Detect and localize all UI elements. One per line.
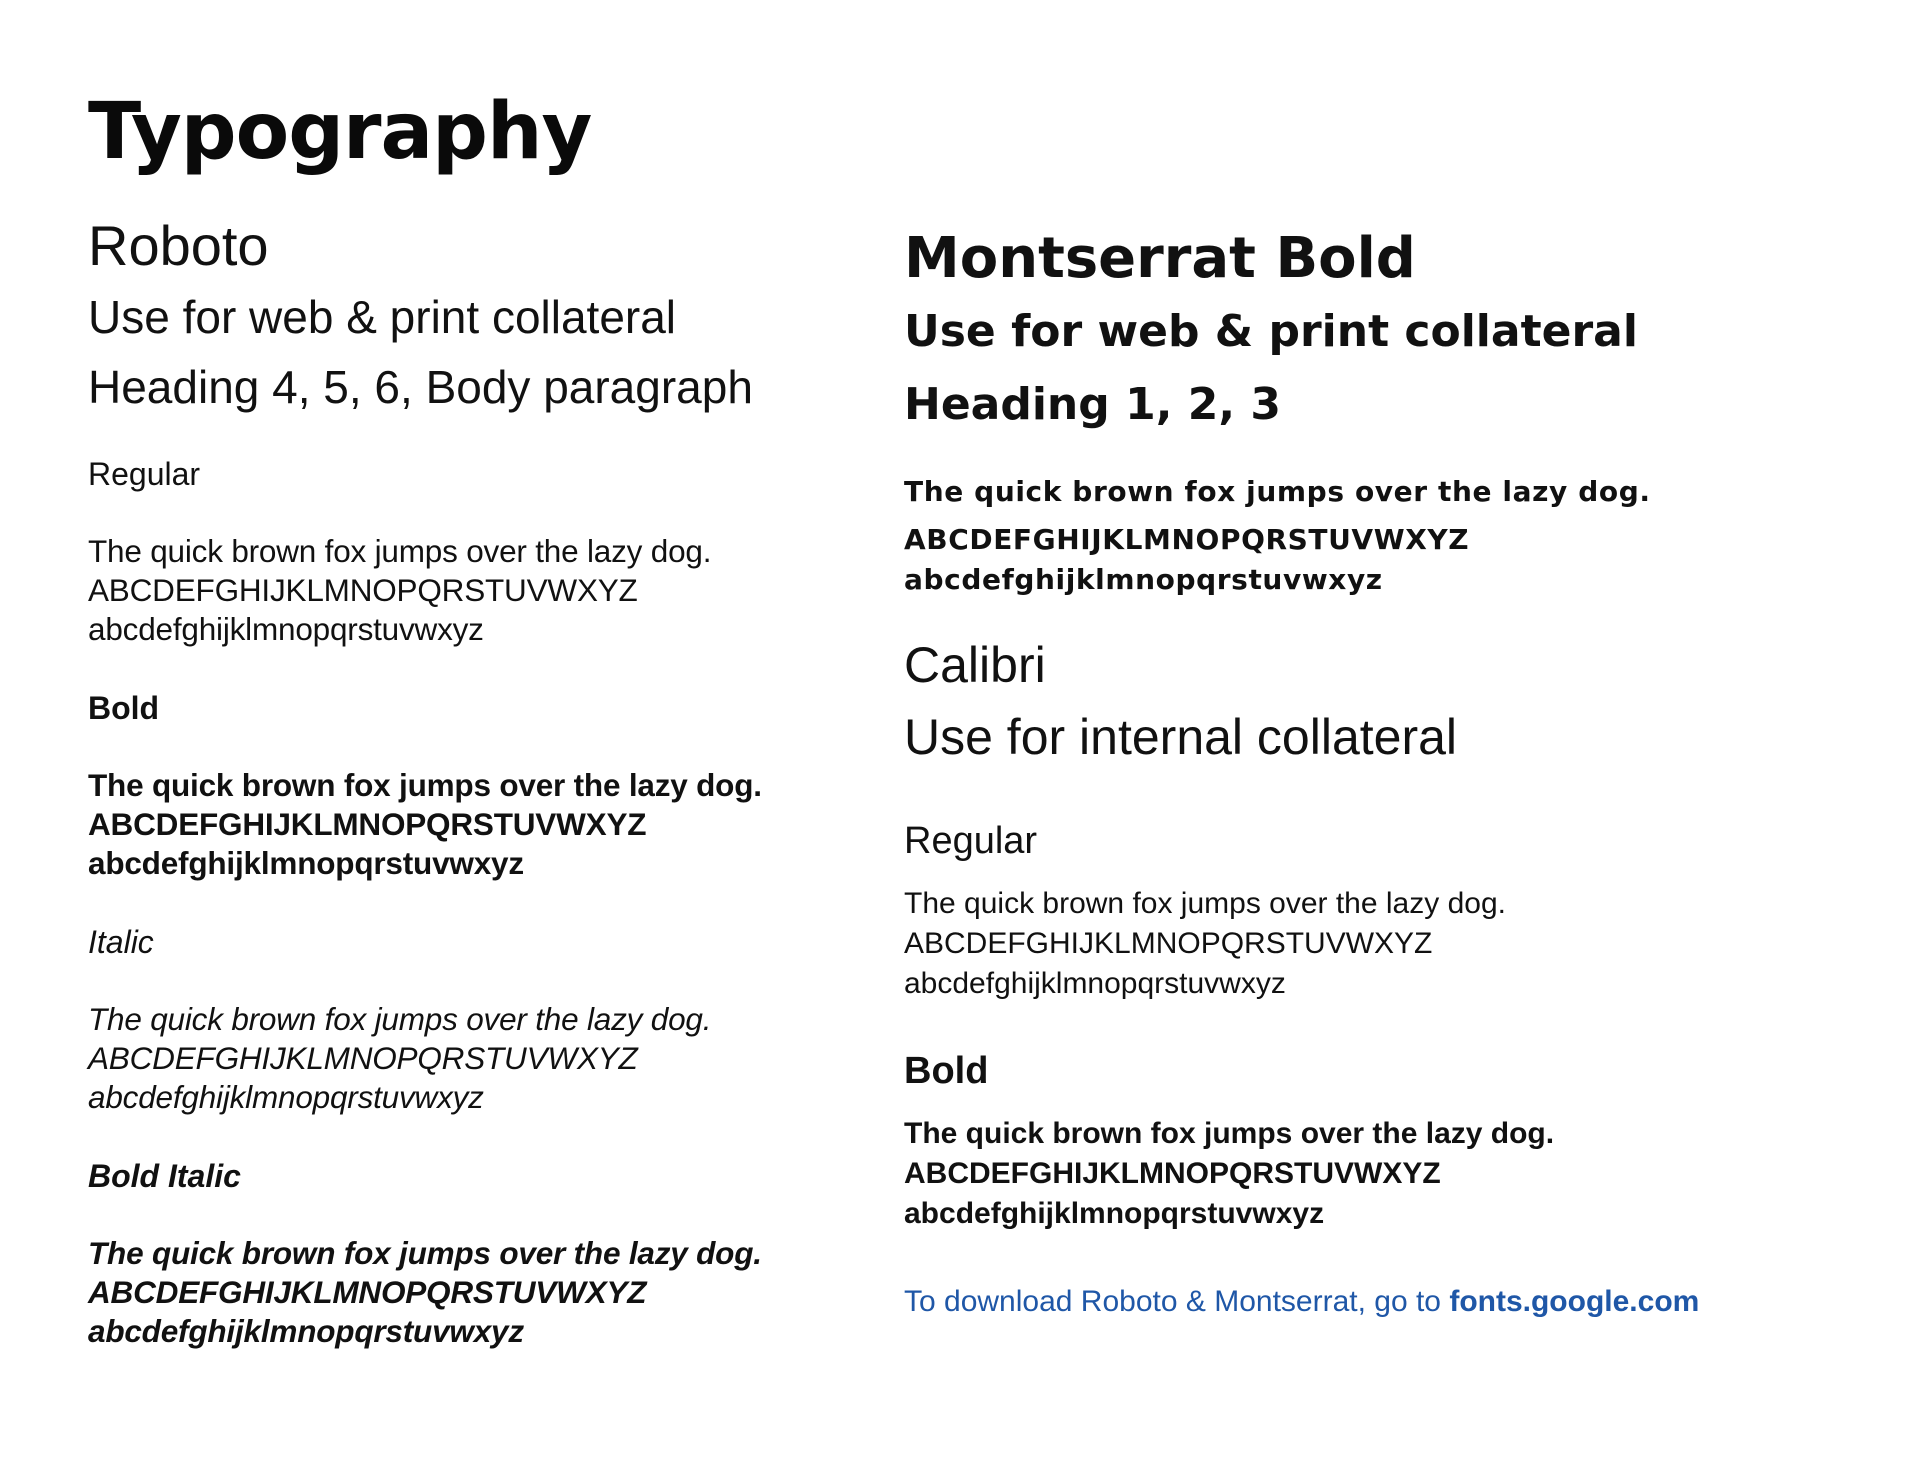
sample-uppercase: ABCDEFGHIJKLMNOPQRSTUVWXYZ — [904, 927, 1433, 960]
calibri-usage: Use for internal collateral — [904, 709, 1458, 765]
roboto-italic-label: Italic — [88, 924, 154, 960]
roboto-bold-italic-sample — [88, 1234, 848, 1351]
sample-sentence: The quick brown fox jumps over the lazy dog. — [904, 887, 1506, 920]
sample-sentence: The quick brown fox jumps over the lazy dog. — [904, 1117, 1555, 1150]
montserrat-font-name: Montserrat Bold — [904, 226, 1416, 291]
sample-lowercase: abcdefghijklmnopqrstuvwxyz — [904, 967, 1286, 1000]
roboto-bold-label: Bold — [88, 690, 160, 726]
sample-uppercase: ABCDEFGHIJKLMNOPQRSTUVWXYZ — [88, 572, 638, 608]
calibri-regular-sample — [904, 884, 1864, 1004]
sample-uppercase: ABCDEFGHIJKLMNOPQRSTUVWXYZ — [904, 523, 1470, 556]
roboto-section — [88, 210, 848, 1351]
fonts-google-link[interactable]: fonts.google.com — [1449, 1285, 1700, 1318]
sample-uppercase: ABCDEFGHIJKLMNOPQRSTUVWXYZ — [88, 1040, 638, 1076]
roboto-heading-usage: Heading 4, 5, 6, Body paragraph — [88, 361, 753, 413]
calibri-font-name: Calibri — [904, 637, 1046, 693]
roboto-bold-italic-label: Bold Italic — [88, 1158, 241, 1194]
sample-lowercase: abcdefghijklmnopqrstuvwxyz — [88, 611, 484, 647]
sample-lowercase: abcdefghijklmnopqrstuvwxyz — [88, 845, 524, 881]
sample-sentence: The quick brown fox jumps over the lazy dog. — [88, 767, 762, 803]
calibri-bold-group — [904, 1046, 1864, 1234]
sample-lowercase: abcdefghijklmnopqrstuvwxyz — [88, 1313, 524, 1349]
roboto-usage: Use for web & print collateral — [88, 291, 677, 343]
roboto-regular-sample — [88, 532, 848, 649]
calibri-regular-group — [904, 816, 1864, 1004]
sample-lowercase: abcdefghijklmnopqrstuvwxyz — [904, 1197, 1325, 1230]
download-prefix: To download Roboto & Montserrat, go to — [904, 1285, 1450, 1318]
calibri-regular-label: Regular — [904, 820, 1038, 862]
sample-uppercase: ABCDEFGHIJKLMNOPQRSTUVWXYZ — [88, 806, 647, 842]
roboto-bold-sample — [88, 766, 848, 883]
montserrat-sample — [904, 472, 1864, 600]
sample-uppercase: ABCDEFGHIJKLMNOPQRSTUVWXYZ — [88, 1274, 647, 1310]
roboto-italic-group — [88, 922, 848, 1117]
sample-lowercase: abcdefghijklmnopqrstuvwxyz — [88, 1079, 484, 1115]
roboto-bold-italic-group — [88, 1156, 848, 1351]
calibri-bold-sample — [904, 1114, 1864, 1234]
roboto-bold-group — [88, 688, 848, 883]
right-column — [904, 222, 1864, 1322]
calibri-section — [904, 632, 1864, 1234]
sample-sentence: The quick brown fox jumps over the lazy dog. — [88, 533, 712, 569]
montserrat-usage: Use for web & print collateral — [904, 306, 1638, 357]
roboto-italic-sample — [88, 1000, 848, 1117]
calibri-bold-label: Bold — [904, 1050, 989, 1092]
sample-sentence: The quick brown fox jumps over the lazy dog. — [904, 475, 1651, 508]
page-title: Typography — [88, 87, 592, 177]
roboto-regular-group — [88, 454, 848, 649]
roboto-font-name: Roboto — [88, 214, 269, 277]
sample-sentence: The quick brown fox jumps over the lazy dog. — [88, 1001, 712, 1037]
download-note — [904, 1282, 1864, 1322]
sample-lowercase: abcdefghijklmnopqrstuvwxyz — [904, 563, 1383, 596]
montserrat-heading-usage: Heading 1, 2, 3 — [904, 379, 1281, 430]
montserrat-section — [904, 222, 1864, 600]
roboto-regular-label: Regular — [88, 456, 201, 492]
sample-uppercase: ABCDEFGHIJKLMNOPQRSTUVWXYZ — [904, 1157, 1441, 1190]
sample-sentence: The quick brown fox jumps over the lazy dog. — [88, 1235, 762, 1271]
